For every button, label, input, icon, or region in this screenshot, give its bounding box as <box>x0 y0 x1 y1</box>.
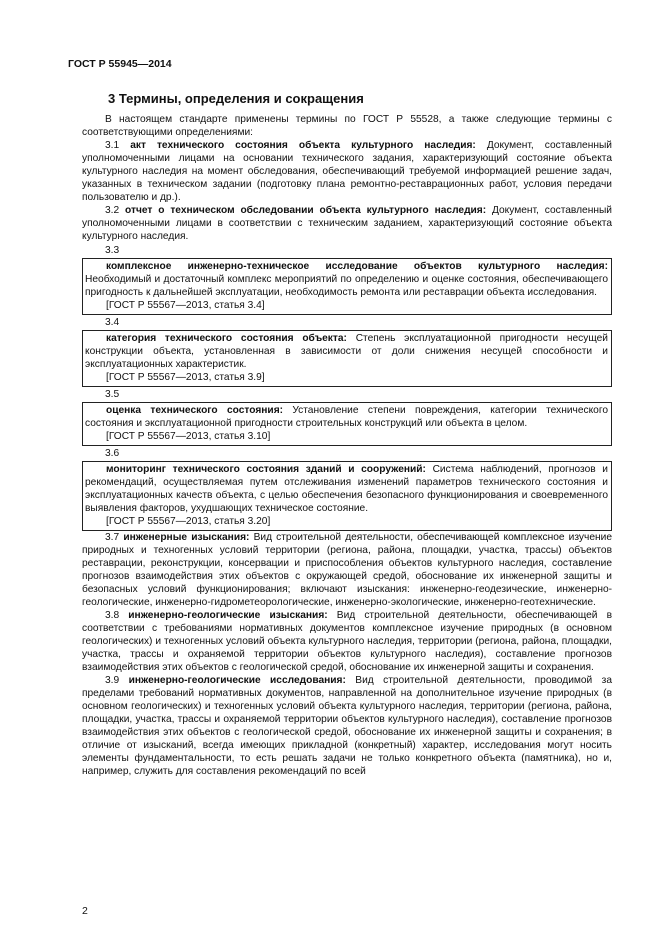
term-title: акт технического состояния объекта культурного наследия: <box>130 140 476 151</box>
term-3-8 <box>82 609 612 674</box>
term-definition: Система наблюдений, прогнозов и рекомендаций, осуществляемая путем отслеживания изменений параметров технического состояния и эксплуатационных качеств объекта, с целью обеспечения безопасного функционирования и своевременного выявления факторов, ухудшающих техническое состояние. <box>85 464 608 514</box>
term-definition: Установление степени повреждения, категории технического состояния и эксплуатационной пригодности строительных конструкций или объекта в целом. <box>85 405 608 429</box>
term-source: [ГОСТ Р 55567—2013, статья 3.9] <box>106 372 265 383</box>
term-box-3-4 <box>82 330 612 387</box>
term-number: 3.7 <box>105 532 120 543</box>
term-title: инженерные изыскания: <box>123 532 250 543</box>
term-definition: Документ, составленный уполномоченными лицами в соответствии с техническим заданием, характеризующий состояние объекта культурного наследия. <box>82 205 612 242</box>
term-definition: Вид строительной деятельности, обеспечивающей комплексное изучение природных и техногенных условий территории (региона, района, площадки, участка, трассы) объектов реставрации, реконструкции, консервации и приспособления объектов культурного наследия, составление прогнозов взаимодействия этих объектов с окружающей средой, обоснование их инженерной защиты и безопасных условий функционирования; включают изыскания: инженерно-геодезические, инженерно-геологические, инженерно-гидрометеорологические, инженерно-экологические, инженерно-геотехнические. <box>82 532 612 608</box>
term-title: мониторинг технического состояния зданий и сооружений: <box>106 464 426 475</box>
term-title: комплексное инженерно-техническое исследование объектов культурного наследия: <box>106 261 608 272</box>
term-title: категория технического состояния объекта: <box>106 333 347 344</box>
term-title: оценка технического состояния: <box>106 405 284 416</box>
term-number-3-6: 3.6 <box>105 448 120 459</box>
term-definition: Необходимый и достаточный комплекс мероприятий по определению и оценке состояния, обеспечивающего пригодность к дальнейшей эксплуатации, необходимость ремонта или реставрации объекта исследования. <box>85 274 608 298</box>
term-3-7 <box>82 531 612 609</box>
term-number: 3.2 <box>105 205 120 216</box>
term-definition: Вид строительной деятельности, проводимой за пределами требований нормативных документов, направленной на дополнительное изучение природных (в основном геологических) и техногенных условий объекта культурного наследия, территории (региона, района, площадки, участка, трассы и охраняемой территории объектов культурного наследия), составление прогнозов взаимодействия этих объектов с геологической средой, обоснование их инженерной защиты и сохранения; в отличие от изысканий, всегда имеющих прикладной (конкретный) характер, исследования могут носить элементы фундаментальности, то есть решать задачи не только конкретного объекта (памятника), но и, например, служить для составления рекомендаций по всей <box>82 675 612 777</box>
term-definition: Степень эксплуатационной пригодности несущей конструкции объекта, установленная в зависимости от доли снижения несущей способности и эксплуатационных характеристик. <box>85 333 608 370</box>
term-box-3-3 <box>82 258 612 315</box>
term-source: [ГОСТ Р 55567—2013, статья 3.4] <box>106 300 265 311</box>
term-number-3-3: 3.3 <box>105 245 120 256</box>
term-3-9 <box>82 674 612 778</box>
term-number-3-4: 3.4 <box>105 317 120 328</box>
document-code: ГОСТ Р 55945—2014 <box>68 58 172 70</box>
term-title: инженерно-геологические изыскания: <box>128 610 328 621</box>
term-number: 3.1 <box>105 140 120 151</box>
term-source: [ГОСТ Р 55567—2013, статья 3.10] <box>106 431 271 442</box>
term-definition: Документ, составленный уполномоченными лицами на основании технического задания, характеризующий состояние объекта культурного наследия на момент обследования, обеспечивающий требуемой информацией решение задач, указанных в техническом задании (подготовку плана ремонтно-реставрационных работ, условия передачи пользователю и др.). <box>82 140 612 203</box>
term-title: инженерно-геологические исследования: <box>128 675 346 686</box>
term-title: отчет о техническом обследовании объекта культурного наследия: <box>125 205 487 216</box>
term-number: 3.9 <box>105 675 120 686</box>
intro-paragraph: В настоящем стандарте применены термины по ГОСТ Р 55528, а также следующие термины с соответствующими определениями: <box>82 114 612 138</box>
term-box-3-5 <box>82 402 612 446</box>
term-number-3-5: 3.5 <box>105 389 120 400</box>
section-body <box>82 113 612 778</box>
section-heading: 3 Термины, определения и сокращения <box>108 91 364 106</box>
term-box-3-6 <box>82 461 612 531</box>
term-3-1 <box>82 139 612 204</box>
page-number: 2 <box>82 905 88 917</box>
term-definition: Вид строительной деятельности, обеспечивающей в соответствии с требованиями нормативных документов комплексное изучение природных (в основном геологических) и техногенных условий объекта культурного наследия, территории (региона, района, площадки, участка, трассы и охраняемой территории объектов культурного наследия), составление прогнозов взаимодействия этих объектов с геологической средой, обоснование их инженерной защиты и сохранения. <box>82 610 612 673</box>
term-number: 3.8 <box>105 610 120 621</box>
term-3-2 <box>82 204 612 243</box>
term-source: [ГОСТ Р 55567—2013, статья 3.20] <box>106 516 271 527</box>
